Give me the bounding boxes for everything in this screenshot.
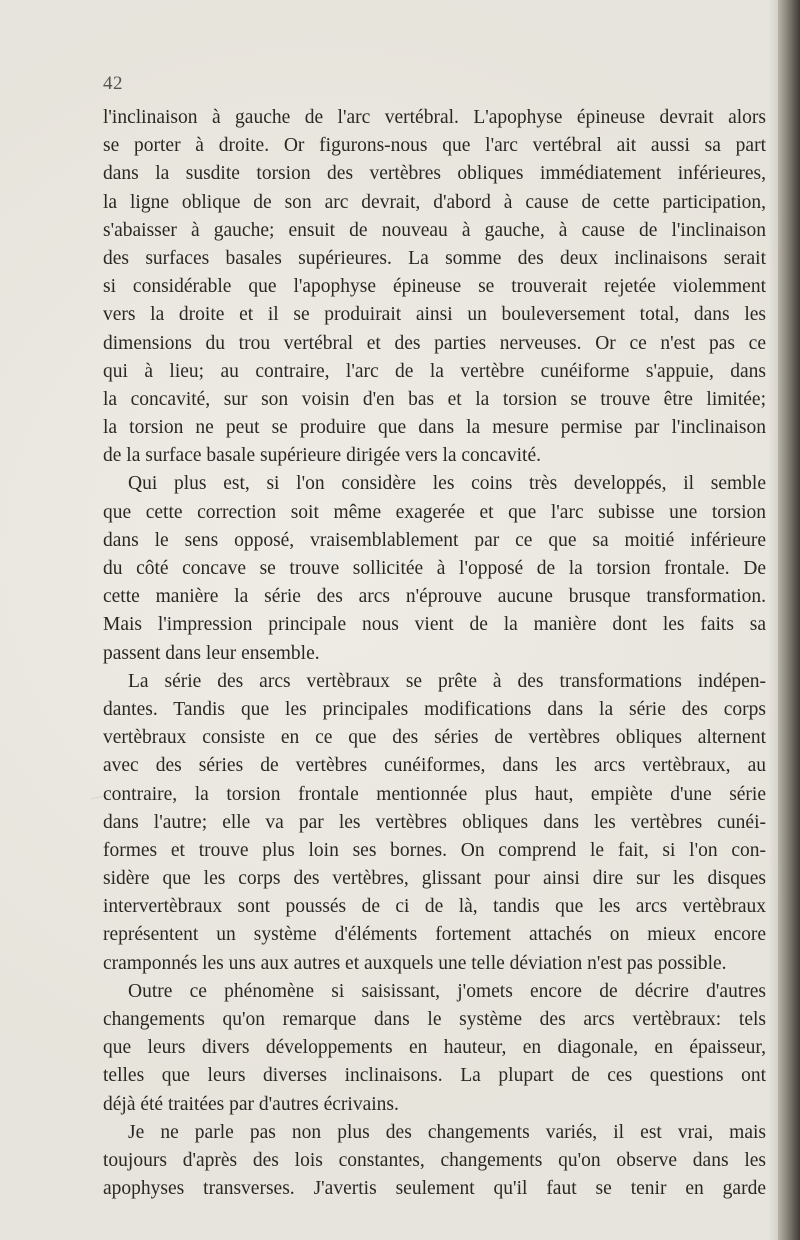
text-line: Outre ce phénomène si saisissant, j'omets encore de décrire d'autres: [128, 980, 766, 1002]
text-line: passent dans leur ensemble.: [103, 642, 320, 664]
text-line: Qui plus est, si l'on considère les coins très developpés, il semble: [128, 473, 766, 495]
text-line: vertèbraux consiste en ce que des séries de vertèbres obliques alternent: [103, 727, 766, 749]
book-spine-edge: [778, 0, 800, 1240]
text-line: Je ne parle pas non plus des changements variés, il est vrai, mais: [128, 1121, 766, 1143]
text-line: Mais l'impression principale nous vient de la manière dont les faits sa: [103, 614, 766, 636]
page-edge-shadow: [768, 0, 778, 1240]
text-line: la torsion ne peut se produire que dans la mesure permise par l'inclinaison: [103, 417, 766, 439]
text-line: sidère que les corps des vertèbres, glissant pour ainsi dire sur les disques: [103, 868, 766, 890]
text-line: que cette correction soit même exagerée et que l'arc subisse une torsion: [103, 501, 766, 523]
text-line: dimensions du trou vertébral et des parties nerveuses. Or ce n'est pas ce: [103, 332, 766, 354]
body-text: [103, 104, 766, 1203]
text-line: cramponnés les uns aux autres et auxquels une telle déviation n'est pas possible.: [103, 952, 727, 974]
text-line: contraire, la torsion frontale mentionnée plus haut, empiète d'une série: [103, 783, 766, 805]
page-number: 42: [103, 73, 123, 94]
text-line: toujours d'après des lois constantes, changements qu'on observe dans les: [103, 1149, 766, 1171]
text-line: que leurs divers développements en hauteur, en diagonale, en épaisseur,: [103, 1037, 766, 1059]
text-line: telles que leurs diverses inclinaisons. La plupart de ces questions ont: [103, 1065, 766, 1087]
text-line: La série des arcs vertèbraux se prête à des transformations indépen-: [128, 670, 766, 692]
text-line: déjà été traitées par d'autres écrivains.: [103, 1093, 399, 1115]
text-line: intervertèbraux sont poussés de ci de là, tandis que les arcs vertèbraux: [103, 896, 766, 918]
text-line: dans le sens opposé, vraisemblablement par ce que sa moitié inférieure: [103, 529, 766, 551]
text-line: se porter à droite. Or figurons-nous que l'arc vertébral ait aussi sa part: [103, 135, 766, 157]
text-line: dantes. Tandis que les principales modifications dans la série des corps: [103, 698, 766, 720]
text-line: formes et trouve plus loin ses bornes. On comprend le fait, si l'on con-: [103, 839, 766, 861]
text-line: l'inclinaison à gauche de l'arc vertébral. L'apophyse épineuse devrait alors: [103, 107, 766, 128]
text-line: vers la droite et il se produirait ainsi un bouleversement total, dans les: [103, 304, 766, 326]
text-line: dans la susdite torsion des vertèbres obliques immédiatement inférieures,: [103, 163, 766, 185]
text-line: des surfaces basales supérieures. La somme des deux inclinaisons serait: [103, 247, 766, 269]
text-line: apophyses transverses. J'avertis seulement qu'il faut se tenir en garde: [103, 1178, 766, 1200]
text-line: de la surface basale supérieure dirigée vers la concavité.: [103, 445, 541, 467]
text-line: cette manière la série des arcs n'éprouve aucune brusque transformation.: [103, 586, 766, 608]
text-line: du côté concave se trouve sollicitée à l'opposé de la torsion frontale. De: [103, 558, 766, 579]
text-line: représentent un système d'éléments fortement attachés on mieux encore: [103, 924, 766, 946]
text-line: s'abaisser à gauche; ensuit de nouveau à gauche, à cause de l'inclinaison: [103, 219, 766, 241]
text-line: la ligne oblique de son arc devrait, d'abord à cause de cette participation,: [103, 191, 766, 213]
text-line: la concavité, sur son voisin d'en bas et la torsion se trouve être limitée;: [103, 388, 766, 410]
text-line: dans l'autre; elle va par les vertèbres obliques dans les vertèbres cunéi-: [103, 811, 766, 833]
text-line: si considérable que l'apophyse épineuse se trouverait rejetée violemment: [103, 276, 766, 298]
text-line: avec des séries de vertèbres cunéiformes, dans les arcs vertèbraux, au: [103, 755, 766, 777]
text-line: changements qu'on remarque dans le système des arcs vertèbraux: tels: [103, 1009, 766, 1030]
text-line: qui à lieu; au contraire, l'arc de la vertèbre cunéiforme s'appuie, dans: [103, 360, 766, 382]
